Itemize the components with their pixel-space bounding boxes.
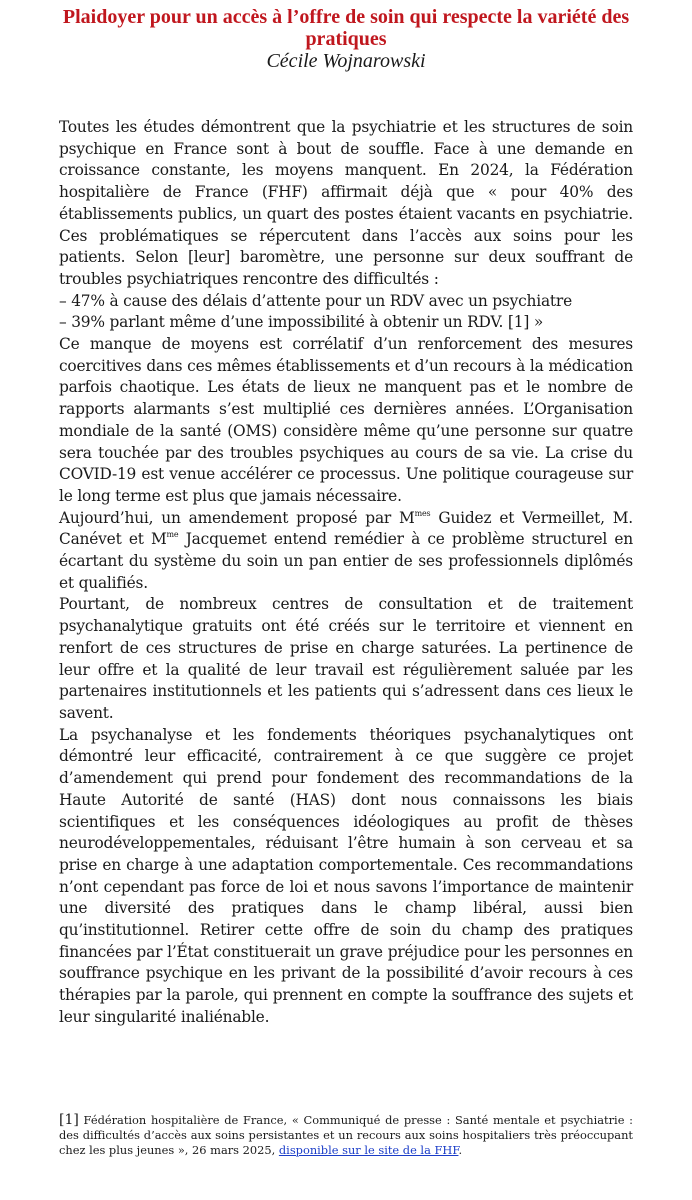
paragraph-text: Jacquemet entend remédier à ce problème structurel en écartant du système du soin un pan entier de ses professionnels diplômés et qualifiés. — [59, 530, 633, 592]
paragraph-text: Aujourd’hui, un amendement proposé par M — [59, 508, 415, 527]
paragraph-psychoanalysis: La psychanalyse et les fondements théoriques psychanalytiques ont démontré leur efficacité, contrairement à ce que suggère ce projet d’amendement qui prend pour fondement des recommandations de la Haute Autorité de santé (HAS) dont nous connaissons les biais scientifiques et les conséquences idéologiques au profit de thèses neurodéveloppementales, réduisant l’être humain à son cerveau et sa prise en charge à une adaptation comportementale. Ces recommandations n’ont cependant pas force de loi et nous savons l’importance de maintenir une diversité des pratiques dans le champ libéral, aussi bien qu’institutionnel. Retirer cette offre de soin du champ des pratiques financées par l’État constituerait un grave préjudice pour les personnes en souffrance psychique en les privant de la possibilité d’avoir recours à ces thérapies par la parole, qui prennent en compte la souffrance des sujets et leur singularité inaliénable. — [59, 725, 633, 1026]
superscript: me — [166, 530, 179, 540]
paragraph-amendment — [59, 508, 633, 595]
paragraph-means: Ce manque de moyens est corrélatif d’un renforcement des mesures coercitives dans ces mêmes établissements et d’un recours à la médication parfois chaotique. Les états de lieux ne manquent pas et le nombre de rapports alarmants s’est multiplié ces dernières années. L’Organisation mondiale de la santé (OMS) considère même qu’une personne sur quatre sera touchée par des troubles psychiques au cours de sa vie. La crise du COVID-19 est venue accélérer ce processus. Une politique courageuse sur le long terme est plus que jamais nécessaire. — [59, 335, 633, 505]
article-body — [59, 117, 633, 1029]
bullet-item: – 47% à cause des délais d’attente pour un RDV avec un psychiatre — [59, 291, 572, 310]
author-name: Cécile Wojnarowski — [266, 50, 426, 72]
footnote-end: . — [458, 1143, 463, 1157]
footnote — [59, 1113, 633, 1158]
footnote-number: [1] — [59, 1112, 79, 1128]
bullet-item: – 39% parlant même d’une impossibilité à obtenir un RDV. [1] » — [59, 313, 544, 332]
footnote-link[interactable]: disponible sur le site de la FHF — [278, 1143, 459, 1157]
paragraph-centers: Pourtant, de nombreux centres de consultation et de traitement psychanalytique gratuits ont été créés sur le territoire et viennent en renfort de ces structures de prise en charge saturées. La pertinence de leur offre et la qualité de leur travail est régulièrement saluée par les partenaires institutionnels et les patients qui s’adressent dans ces lieux le savent. — [59, 595, 633, 722]
paragraph-intro: Toutes les études démontrent que la psychiatrie et les structures de soin psychique en France sont à bout de souffle. Face à une demande en croissance constante, les moyens manquent. En 2024, la Fédération hospitalière de France (FHF) affirmait déjà que « pour 40% des établissements publics, un quart des postes étaient vacants en psychiatrie. Ces problématiques se répercutent dans l’accès aux soins pour les patients. Selon [leur] baromètre, une personne sur deux souffrant de troubles psychiatriques rencontre des difficultés : — [59, 118, 633, 288]
superscript: mes — [414, 508, 431, 518]
paragraph-text: Guidez et Vermeillet, M. Canévet et M — [59, 508, 633, 549]
document-title: Plaidoyer pour un accès à l’offre de soin qui respecte la variété des pratiques — [62, 6, 630, 50]
footnote-text: Fédération hospitalière de France, « Communiqué de presse : Santé mentale et psychiatrie : des difficultés d’accès aux soins persistantes et un recours aux soins hospitaliers très préoccupant chez les plus jeunes », 26 mars 2025, — [59, 1113, 633, 1157]
